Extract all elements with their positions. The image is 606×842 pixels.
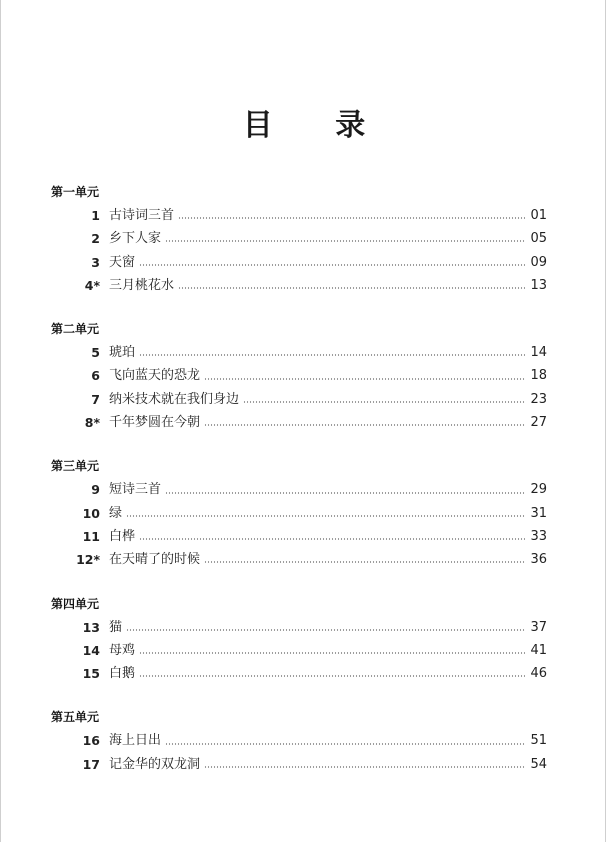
dot-leader xyxy=(165,492,525,494)
lesson-number: 1 xyxy=(91,208,100,223)
lesson-number: 5 xyxy=(91,345,100,361)
lesson-number: 16 xyxy=(82,733,100,749)
toc-entry[interactable] xyxy=(1,548,606,571)
page-number: 01 xyxy=(530,208,547,223)
lesson-number: 13 xyxy=(82,619,100,635)
unit-heading: 第五单元 xyxy=(51,710,100,725)
page-title: 目 录 xyxy=(242,108,392,143)
lesson-title: 记金华的双龙洞 xyxy=(109,756,201,772)
unit-section xyxy=(1,595,606,686)
dot-leader xyxy=(126,629,525,631)
dot-leader xyxy=(165,240,525,242)
dot-leader xyxy=(204,561,525,563)
dot-leader xyxy=(243,401,525,403)
lesson-title: 古诗词三首 xyxy=(109,208,175,223)
lesson-title: 千年梦圆在今朝 xyxy=(109,415,201,431)
dot-leader xyxy=(178,217,525,219)
dot-leader xyxy=(139,675,525,677)
lesson-number: 6 xyxy=(91,368,100,384)
page-number: 27 xyxy=(530,415,547,431)
lesson-title: 母鸡 xyxy=(109,642,136,658)
dot-leader xyxy=(165,743,525,745)
toc-entry[interactable] xyxy=(1,729,606,752)
lesson-title: 纳米技术就在我们身边 xyxy=(109,391,240,407)
lesson-title: 绿 xyxy=(109,505,123,521)
lesson-number: 7 xyxy=(91,391,100,407)
page-number: 41 xyxy=(530,642,547,658)
toc-entry[interactable] xyxy=(1,251,606,274)
page-number: 54 xyxy=(530,756,547,772)
dot-leader xyxy=(204,424,525,426)
lesson-number: 17 xyxy=(82,756,100,772)
lesson-title: 短诗三首 xyxy=(109,482,162,498)
toc-entry[interactable] xyxy=(1,388,606,411)
lesson-number: 10 xyxy=(82,505,100,521)
lesson-title: 琥珀 xyxy=(109,345,136,361)
unit-section xyxy=(1,320,606,434)
page-number: 37 xyxy=(530,619,547,635)
lesson-title: 白桦 xyxy=(109,528,136,544)
lesson-title: 在天晴了的时候 xyxy=(109,552,201,568)
toc-entry[interactable] xyxy=(1,227,606,250)
lesson-number: 12* xyxy=(76,552,100,568)
dot-leader xyxy=(204,766,525,768)
unit-section xyxy=(1,183,606,297)
lesson-title: 猫 xyxy=(109,619,123,635)
toc-entry[interactable] xyxy=(1,274,606,297)
lesson-number: 11 xyxy=(82,528,100,544)
lesson-number: 14 xyxy=(82,642,100,658)
dot-leader xyxy=(139,354,525,356)
page-number: 05 xyxy=(530,231,547,247)
lesson-title: 飞向蓝天的恐龙 xyxy=(109,368,201,384)
lesson-title: 海上日出 xyxy=(109,733,162,749)
page-number: 23 xyxy=(530,391,547,407)
unit-section xyxy=(1,708,606,776)
toc-entry[interactable] xyxy=(1,525,606,548)
lesson-number: 4* xyxy=(84,277,100,293)
dot-leader xyxy=(126,515,525,517)
toc-entry[interactable] xyxy=(1,478,606,501)
toc-entry[interactable] xyxy=(1,662,606,685)
unit-heading: 第一单元 xyxy=(51,185,100,199)
toc-entry[interactable] xyxy=(1,204,606,227)
lesson-number: 9 xyxy=(91,482,100,498)
lesson-number: 3 xyxy=(91,254,100,270)
toc-entry[interactable] xyxy=(1,639,606,662)
page-number: 33 xyxy=(530,528,547,544)
toc-entry[interactable] xyxy=(1,502,606,525)
toc-entry[interactable] xyxy=(1,753,606,776)
page-number: 09 xyxy=(530,254,547,270)
unit-heading: 第四单元 xyxy=(51,596,100,611)
toc-entry[interactable] xyxy=(1,616,606,639)
unit-heading: 第三单元 xyxy=(51,459,100,474)
toc-entry[interactable] xyxy=(1,341,606,364)
toc-entry[interactable] xyxy=(1,411,606,434)
lesson-number: 8* xyxy=(84,415,100,431)
page-number: 29 xyxy=(530,482,547,498)
dot-leader xyxy=(139,264,525,266)
lesson-number: 15 xyxy=(82,666,100,682)
table-of-contents xyxy=(1,183,606,799)
page-number: 51 xyxy=(530,733,547,749)
page-number: 14 xyxy=(530,345,547,361)
page-number: 36 xyxy=(530,552,547,568)
unit-section xyxy=(1,457,606,571)
unit-heading: 第二单元 xyxy=(51,322,100,337)
dot-leader xyxy=(139,538,525,540)
page-number: 18 xyxy=(530,368,547,384)
dot-leader xyxy=(178,287,525,289)
page-number: 13 xyxy=(530,277,547,293)
lesson-title: 天窗 xyxy=(109,254,136,270)
lesson-title: 白鹅 xyxy=(109,666,136,682)
lesson-title: 三月桃花水 xyxy=(109,277,175,293)
lesson-number: 2 xyxy=(91,231,100,247)
lesson-title: 乡下人家 xyxy=(109,231,162,247)
page-number: 31 xyxy=(530,505,547,521)
toc-entry[interactable] xyxy=(1,364,606,387)
dot-leader xyxy=(139,652,525,654)
page-number: 46 xyxy=(530,666,547,682)
dot-leader xyxy=(204,378,525,380)
